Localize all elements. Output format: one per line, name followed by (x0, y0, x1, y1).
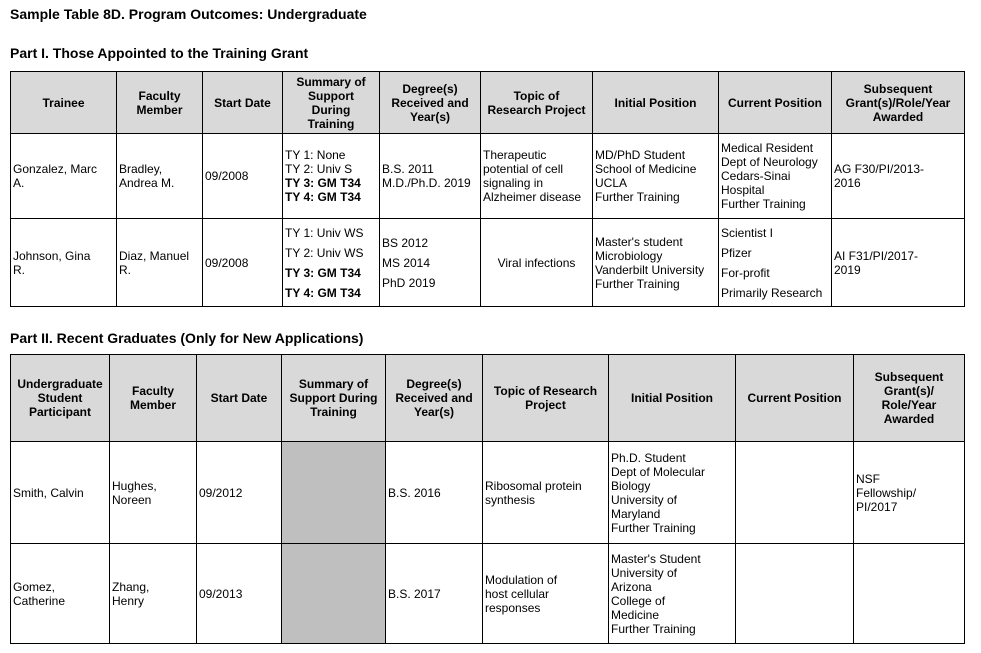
part1-title: Part I. Those Appointed to the Training Grant (10, 45, 309, 61)
cell-line: University of (611, 492, 678, 507)
header-degree (380, 72, 481, 134)
cell-line: Start Date (214, 95, 271, 110)
cell-participant (11, 442, 110, 544)
cell-line: signaling in (483, 176, 544, 190)
cell-line: Noreen (112, 492, 152, 507)
table-row (11, 134, 965, 219)
cell-line: Gomez, (13, 579, 56, 594)
cell-line: Pfizer (721, 245, 752, 260)
cell-line: TY 2: Univ WS (285, 245, 364, 260)
part2-header-row (11, 355, 965, 442)
cell-line: Participant (28, 405, 91, 419)
cell-line: 2019 (834, 262, 861, 277)
cell-degree (386, 544, 483, 644)
cell-line: TY 4: GM T34 (285, 285, 361, 300)
cell-grants (854, 442, 965, 544)
cell-line: Member (136, 102, 183, 117)
header-initial-position (609, 355, 736, 442)
cell-line: Faculty (131, 384, 174, 398)
cell-line: AG F30/PI/2013- (834, 162, 925, 176)
cell-current-position (736, 442, 854, 544)
cell-line: Bradley, (119, 162, 163, 176)
cell-line: Master's Student (611, 551, 701, 566)
cell-start-date (197, 544, 282, 644)
cell-topic (483, 442, 609, 544)
cell-line: TY 4: GM T34 (285, 190, 361, 204)
cell-line: A. (13, 176, 25, 190)
cell-line: Further Training (721, 197, 806, 211)
table-row (11, 442, 965, 544)
cell-line: BS 2012 (382, 235, 429, 250)
cell-line: Year(s) (413, 405, 455, 419)
cell-current-position (719, 134, 832, 219)
cell-faculty (117, 219, 203, 307)
cell-initial-position (593, 219, 719, 307)
cell-line: M.D./Ph.D. 2019 (382, 176, 471, 190)
cell-line: Faculty (138, 88, 181, 103)
cell-line: Year(s) (409, 109, 451, 124)
cell-trainee (11, 134, 117, 219)
page-title: Sample Table 8D. Program Outcomes: Undergraduate (10, 6, 367, 22)
header-faculty (117, 72, 203, 134)
cell-support (283, 219, 380, 307)
cell-faculty (117, 134, 203, 219)
header-topic (481, 72, 593, 134)
cell-line: Johnson, Gina (13, 248, 91, 263)
cell-line: Received and (395, 391, 473, 405)
cell-support-shaded (282, 544, 386, 644)
cell-line: 09/2008 (205, 169, 249, 183)
cell-line: TY 2: Univ S (285, 162, 353, 176)
cell-line: MD/PhD Student (595, 148, 686, 162)
header-grants (854, 355, 965, 442)
cell-line: synthesis (485, 492, 536, 507)
cell-line: Medicine (611, 607, 660, 622)
cell-line: Medical Resident (721, 141, 814, 155)
cell-line: Fellowship/ (856, 485, 917, 500)
cell-line: Training (310, 405, 357, 419)
cell-line: Initial Position (630, 391, 713, 405)
cell-participant (11, 544, 110, 644)
cell-line: R. (13, 262, 25, 277)
header-support (283, 72, 380, 134)
cell-topic (481, 219, 593, 307)
cell-line: Zhang, (112, 579, 150, 594)
header-initial-position (593, 72, 719, 134)
cell-line: Viral infections (497, 255, 576, 270)
cell-line: PhD 2019 (382, 275, 436, 290)
cell-initial-position (593, 134, 719, 219)
cell-line: Research Project (487, 102, 586, 117)
cell-line: Summary of (298, 377, 369, 391)
cell-line: UCLA (595, 176, 628, 190)
table-row (11, 544, 965, 644)
table-row (11, 219, 965, 307)
cell-initial-position (609, 442, 736, 544)
cell-line: Undergraduate (17, 377, 103, 391)
cell-line: Hughes, (112, 478, 157, 493)
cell-line: Further Training (595, 190, 680, 204)
cell-line: 09/2008 (205, 255, 249, 270)
cell-line: Training (307, 116, 355, 131)
cell-line: Catherine (13, 593, 66, 608)
cell-initial-position (609, 544, 736, 644)
cell-line: Further Training (595, 276, 680, 291)
cell-line: Further Training (611, 520, 696, 535)
header-current-position (719, 72, 832, 134)
cell-grants (854, 544, 965, 644)
cell-line: Modulation of (485, 572, 558, 587)
cell-line: responses (485, 600, 541, 615)
cell-line: AI F31/PI/2017- (834, 248, 919, 263)
cell-line: Alzheimer disease (483, 190, 582, 204)
cell-current-position (719, 219, 832, 307)
cell-line: TY 1: None (285, 148, 346, 162)
cell-line: TY 3: GM T34 (285, 176, 361, 190)
header-current-position (736, 355, 854, 442)
cell-line: Master's student (595, 234, 683, 249)
cell-degree (386, 442, 483, 544)
cell-line: Awarded (883, 412, 935, 426)
cell-line: potential of cell (483, 162, 564, 176)
header-start-date (197, 355, 282, 442)
cell-line: Support During (289, 391, 378, 405)
cell-line: Topic of (513, 88, 560, 103)
cell-line: During (311, 102, 351, 117)
cell-line: School of Medicine (595, 162, 697, 176)
cell-faculty (110, 544, 197, 644)
cell-line: B.S. 2017 (388, 586, 441, 601)
cell-line: 2016 (834, 176, 861, 190)
cell-line: Gonzalez, Marc (13, 162, 98, 176)
header-support (282, 355, 386, 442)
cell-current-position (736, 544, 854, 644)
cell-line: Start Date (210, 391, 268, 405)
cell-line: Subsequent (863, 81, 933, 96)
cell-line: Support (308, 88, 354, 103)
cell-line: Received and (391, 95, 469, 110)
cell-topic (481, 134, 593, 219)
cell-grants (832, 219, 965, 307)
cell-line: Grant(s)/Role/Year (845, 95, 951, 110)
cell-support (283, 134, 380, 219)
cell-line: Current Position (747, 391, 842, 405)
cell-degree (380, 219, 481, 307)
cell-line: Initial Position (614, 95, 697, 110)
cell-line: R. (119, 262, 131, 277)
cell-line: 09/2012 (199, 485, 243, 500)
cell-line: Primarily Research (721, 285, 823, 300)
cell-line: Cedars-Sinai (721, 169, 791, 183)
cell-line: Vanderbilt University (595, 262, 705, 277)
cell-line: Member (129, 398, 176, 412)
cell-line: Ph.D. Student (611, 450, 686, 465)
part2-table (10, 354, 965, 644)
header-topic (483, 355, 609, 442)
cell-line: Summary of (296, 74, 366, 89)
cell-line: For-profit (721, 265, 770, 280)
cell-line: Hospital (721, 183, 765, 197)
cell-line: Degree(s) (406, 377, 462, 391)
cell-faculty (110, 442, 197, 544)
cell-line: Ribosomal protein (485, 478, 582, 493)
part1-header-row (11, 72, 965, 134)
cell-line: 09/2013 (199, 586, 243, 601)
header-trainee (11, 72, 117, 134)
cell-line: MS 2014 (382, 255, 431, 270)
cell-line: Henry (112, 593, 145, 608)
cell-line: Dept of Molecular (611, 464, 706, 479)
cell-line: Subsequent (874, 370, 944, 384)
cell-line: Trainee (42, 95, 85, 110)
cell-start-date (203, 219, 283, 307)
header-start-date (203, 72, 283, 134)
cell-line: B.S. 2011 (382, 162, 434, 176)
cell-line: Awarded (872, 109, 924, 124)
cell-line: NSF (856, 471, 880, 486)
cell-line: Current Position (727, 95, 822, 110)
cell-line: Project (525, 398, 566, 412)
cell-line: PI/2017 (856, 499, 898, 514)
header-grants (832, 72, 965, 134)
cell-line: Arizona (611, 579, 652, 594)
cell-line: Student (37, 391, 83, 405)
cell-line: Degree(s) (402, 81, 458, 96)
header-faculty (110, 355, 197, 442)
cell-grants (832, 134, 965, 219)
cell-line: Maryland (611, 506, 661, 521)
cell-line: Smith, Calvin (13, 485, 84, 500)
cell-start-date (203, 134, 283, 219)
cell-trainee (11, 219, 117, 307)
header-degree (386, 355, 483, 442)
cell-line: Grant(s)/ (883, 384, 934, 398)
cell-line: Diaz, Manuel (119, 248, 190, 263)
cell-line: TY 3: GM T34 (285, 265, 361, 280)
cell-line: Therapeutic (483, 148, 547, 162)
cell-line: Scientist I (721, 225, 774, 240)
cell-line: Biology (611, 478, 651, 493)
header-participant (11, 355, 110, 442)
cell-start-date (197, 442, 282, 544)
cell-topic (483, 544, 609, 644)
cell-line: College of (611, 593, 666, 608)
cell-line: Microbiology (595, 248, 663, 263)
cell-line: Andrea M. (119, 176, 175, 190)
cell-line: TY 1: Univ WS (285, 225, 364, 240)
cell-line: Topic of Research (493, 384, 598, 398)
cell-line: University of (611, 565, 678, 580)
cell-line: Further Training (611, 621, 696, 636)
cell-line: Role/Year (881, 398, 937, 412)
cell-degree (380, 134, 481, 219)
part2-title: Part II. Recent Graduates (Only for New Applications) (10, 330, 364, 346)
cell-support-shaded (282, 442, 386, 544)
cell-line: Dept of Neurology (721, 155, 818, 169)
cell-line: B.S. 2016 (388, 485, 441, 500)
cell-line: host cellular (485, 586, 550, 601)
part1-table (10, 71, 965, 307)
